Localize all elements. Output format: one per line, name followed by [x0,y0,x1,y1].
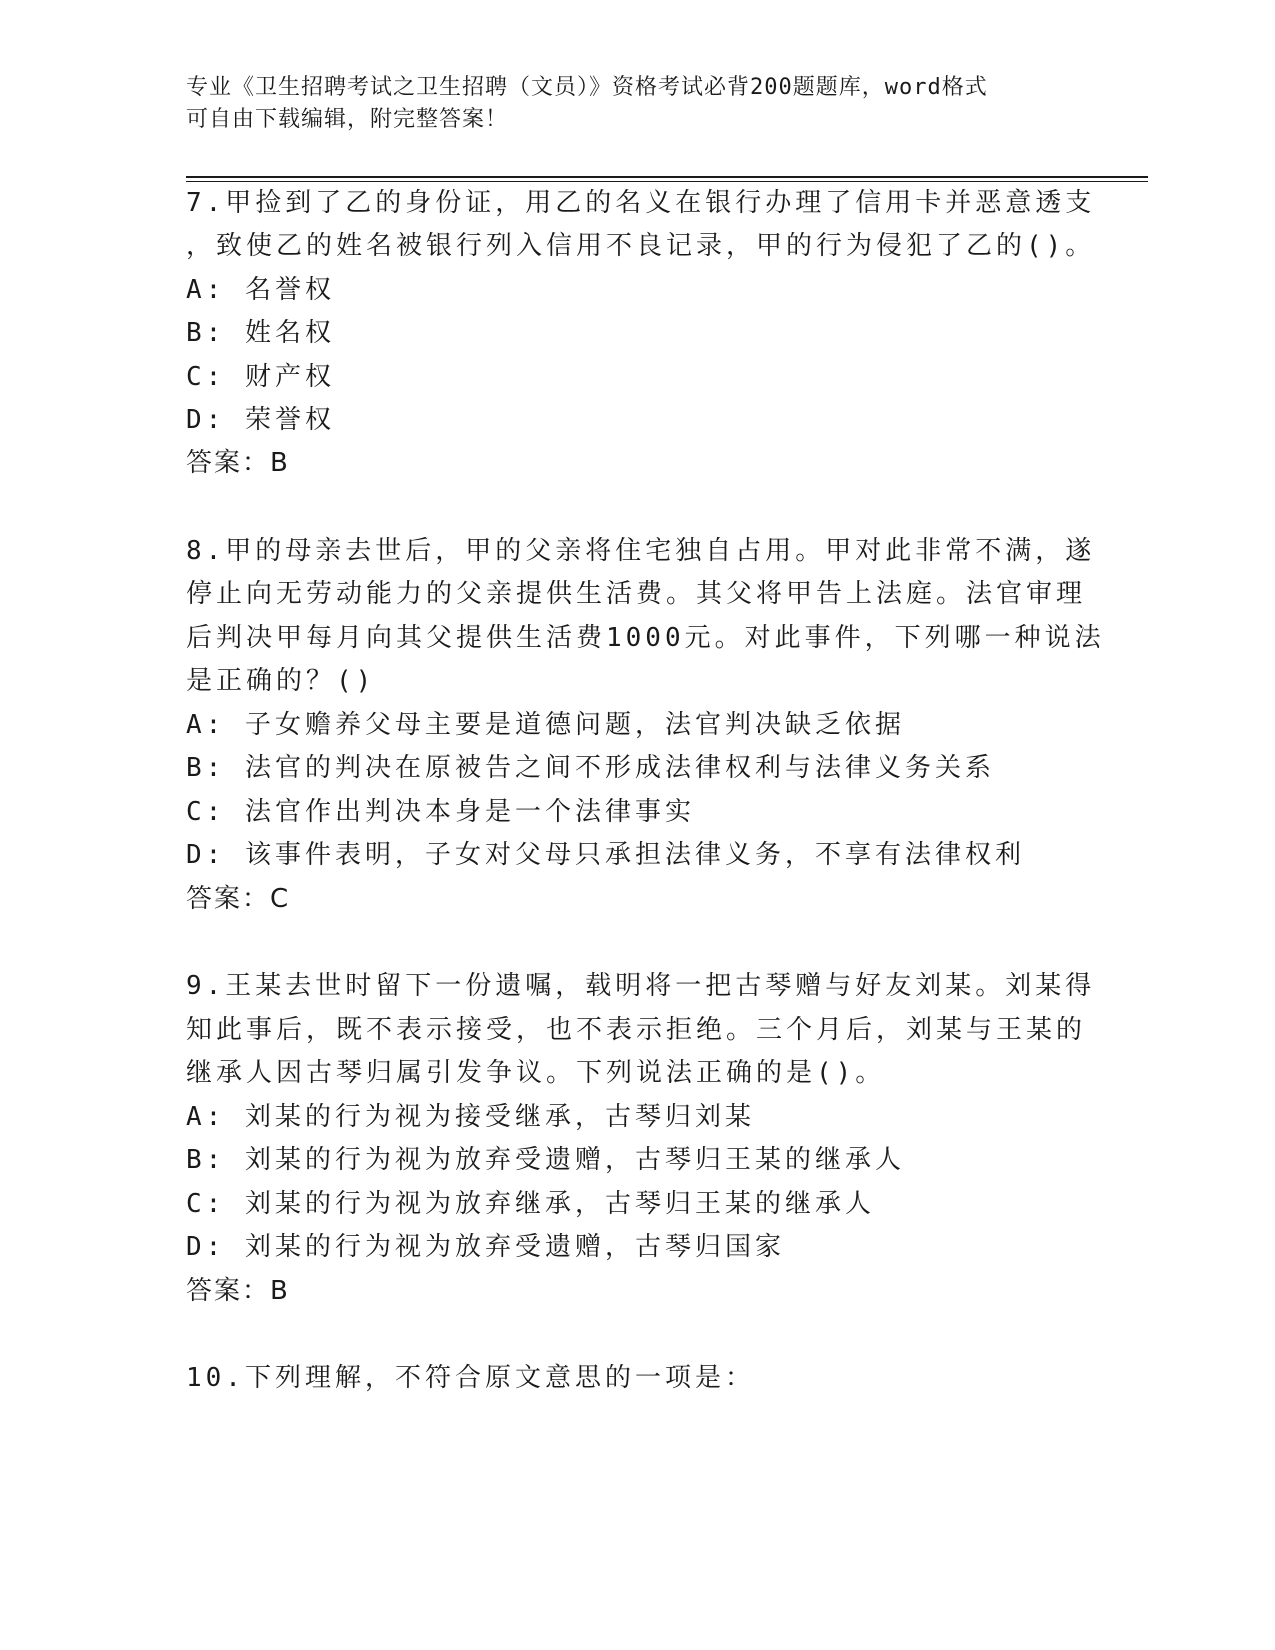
header-divider-thick [186,176,1148,178]
question-8-option-c: C: 法官作出判决本身是一个法律事实 [186,797,695,827]
question-9-option-b: B: 刘某的行为视为放弃受遗赠，古琴归王某的继承人 [186,1145,905,1175]
question-8-answer: 答案：C [186,884,291,914]
question-10-stem-line-1: 10.下列理解，不符合原文意思的一项是： [186,1363,755,1393]
question-9-stem-line-3: 继承人因古琴归属引发争议。下列说法正确的是()。 [186,1058,886,1088]
header-divider-thin [186,181,1148,182]
question-8-option-d: D: 该事件表明，子女对父母只承担法律义务，不享有法律权利 [186,840,1025,870]
document-header [186,72,1066,136]
question-7-answer: 答案：B [186,448,290,478]
question-8-stem-line-1: 8.甲的母亲去世后，甲的父亲将住宅独自占用。甲对此非常不满，遂 [186,536,1096,566]
header-line-1: 专业《卫生招聘考试之卫生招聘（文员）》资格考试必背200题题库，word格式 [186,75,988,100]
question-7-option-d: D: 荣誉权 [186,405,335,435]
question-8-option-b: B: 法官的判决在原被告之间不形成法律权利与法律义务关系 [186,753,995,783]
question-7-option-c: C: 财产权 [186,362,335,392]
question-8-option-a: A: 子女赡养父母主要是道德问题，法官判决缺乏依据 [186,710,905,740]
question-9-option-a: A: 刘某的行为视为接受继承，古琴归刘某 [186,1102,755,1132]
question-7-option-a: A: 名誉权 [186,275,335,305]
question-7-option-b: B: 姓名权 [186,318,335,348]
question-8-stem-line-2: 停止向无劳动能力的父亲提供生活费。其父将甲告上法庭。法官审理 [186,579,1087,609]
question-9-option-d: D: 刘某的行为视为放弃受遗赠，古琴归国家 [186,1232,785,1262]
question-8-stem-line-3: 后判决甲每月向其父提供生活费1000元。对此事件，下列哪一种说法 [186,623,1105,653]
question-8-stem-line-4: 是正确的？() [186,666,376,696]
question-9-stem-line-1: 9.王某去世时留下一份遗嘱，载明将一把古琴赠与好友刘某。刘某得 [186,971,1096,1001]
question-9-answer: 答案：B [186,1276,290,1306]
question-9-stem-line-2: 知此事后，既不表示接受，也不表示拒绝。三个月后，刘某与王某的 [186,1015,1087,1045]
question-7-stem-line-2: ，致使乙的姓名被银行列入信用不良记录，甲的行为侵犯了乙的()。 [186,231,1096,261]
question-9-option-c: C: 刘某的行为视为放弃继承，古琴归王某的继承人 [186,1189,875,1219]
header-line-2: 可自由下载编辑，附完整答案！ [186,107,509,132]
question-7-stem-line-1: 7.甲捡到了乙的身份证，用乙的名义在银行办理了信用卡并恶意透支 [186,188,1096,218]
